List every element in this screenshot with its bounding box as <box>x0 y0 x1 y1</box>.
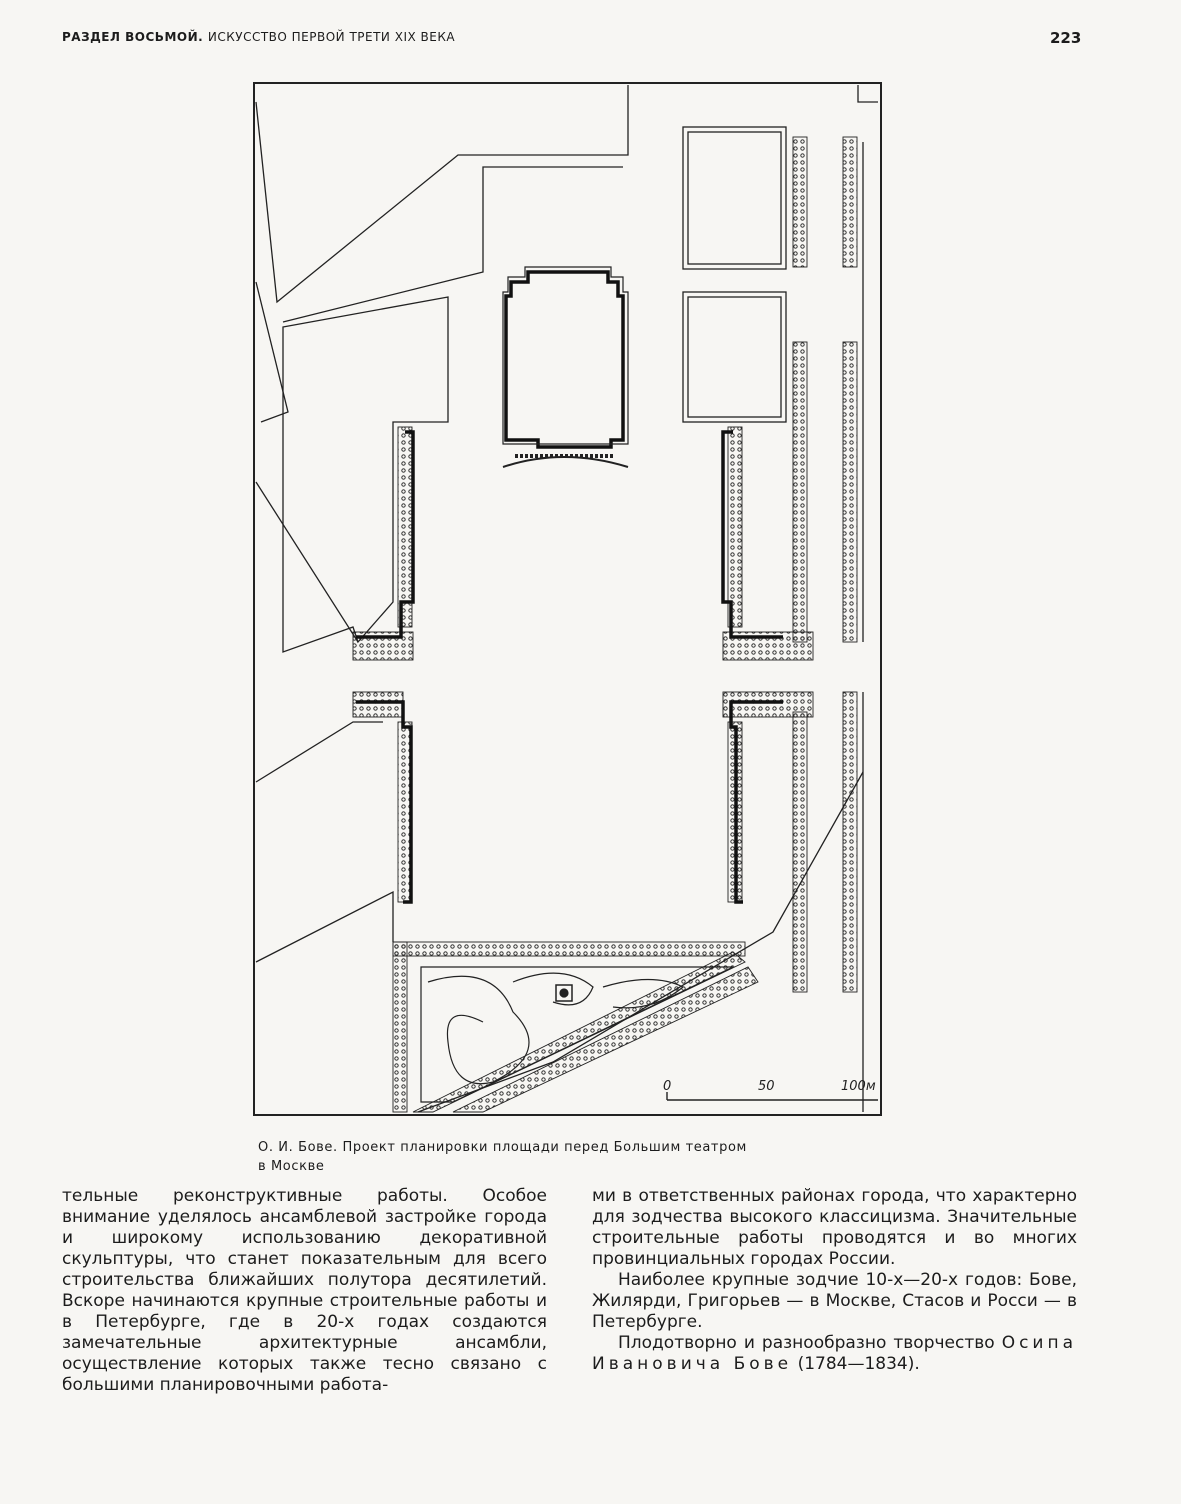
scale-label-50: 50 <box>758 1079 775 1094</box>
plan-figure <box>253 82 883 1118</box>
theatre-portico <box>503 457 628 467</box>
text-column-left <box>62 1186 547 1396</box>
page-number: 223 <box>1050 29 1082 47</box>
block-left-upper <box>283 297 448 652</box>
paragraph: тельные реконструктивные работы. Особое внимание уделялось ансамблевой застройке города и широкому использованию декоративной скульптуры, что станет показательным для всего строительства ближайших полутора десятилетий. Вскоре начинаются крупные строительные работы и в Петербурге, где в 20-х годах создаются замечательные архитектурные ансамбли, осуществление которых также тесно связано с большими планировочными работа- <box>62 1186 547 1395</box>
section-title: РАЗДЕЛ ВОСЬМОЙ. <box>62 30 204 44</box>
text-column-right <box>592 1186 1077 1375</box>
paragraph-bove <box>592 1333 1077 1375</box>
plan-frame <box>254 83 881 1115</box>
bolshoi-theatre <box>506 272 623 447</box>
figure-caption <box>258 1138 878 1176</box>
text-run: (1784—1834). <box>797 1354 920 1374</box>
section-subtitle: ИСКУССТВО ПЕРВОЙ ТРЕТИ XIX ВЕКА <box>207 30 456 44</box>
paragraph: Наиболее крупные зодчие 10-х—20-х годов: Бове, Жилярди, Григорьев — в Москве, Стасов и Росси — в Петербурге. <box>592 1270 1077 1332</box>
caption-line-1: О. И. Бове. Проект планировки площади перед Большим театром <box>258 1140 747 1155</box>
running-header <box>62 30 455 44</box>
scale-label-100: 100м <box>841 1079 876 1094</box>
scale-label-0: 0 <box>663 1079 672 1094</box>
caption-line-2: в Москве <box>258 1159 325 1174</box>
street-top-left <box>256 85 628 302</box>
paragraph: ми в ответственных районах города, что характерно для зодчества высокого классицизма. Значительные строительные работы проводятся и во многих провинциальных городах России. <box>592 1186 1077 1269</box>
block-top-right-2 <box>683 292 786 422</box>
text-run: Плодотворно и разнообразно творчество <box>618 1333 995 1353</box>
name-emphasis: Осипа Ивановича Бове <box>592 1333 1077 1374</box>
tree-row <box>793 137 807 267</box>
block-top-right-1 <box>683 127 786 269</box>
